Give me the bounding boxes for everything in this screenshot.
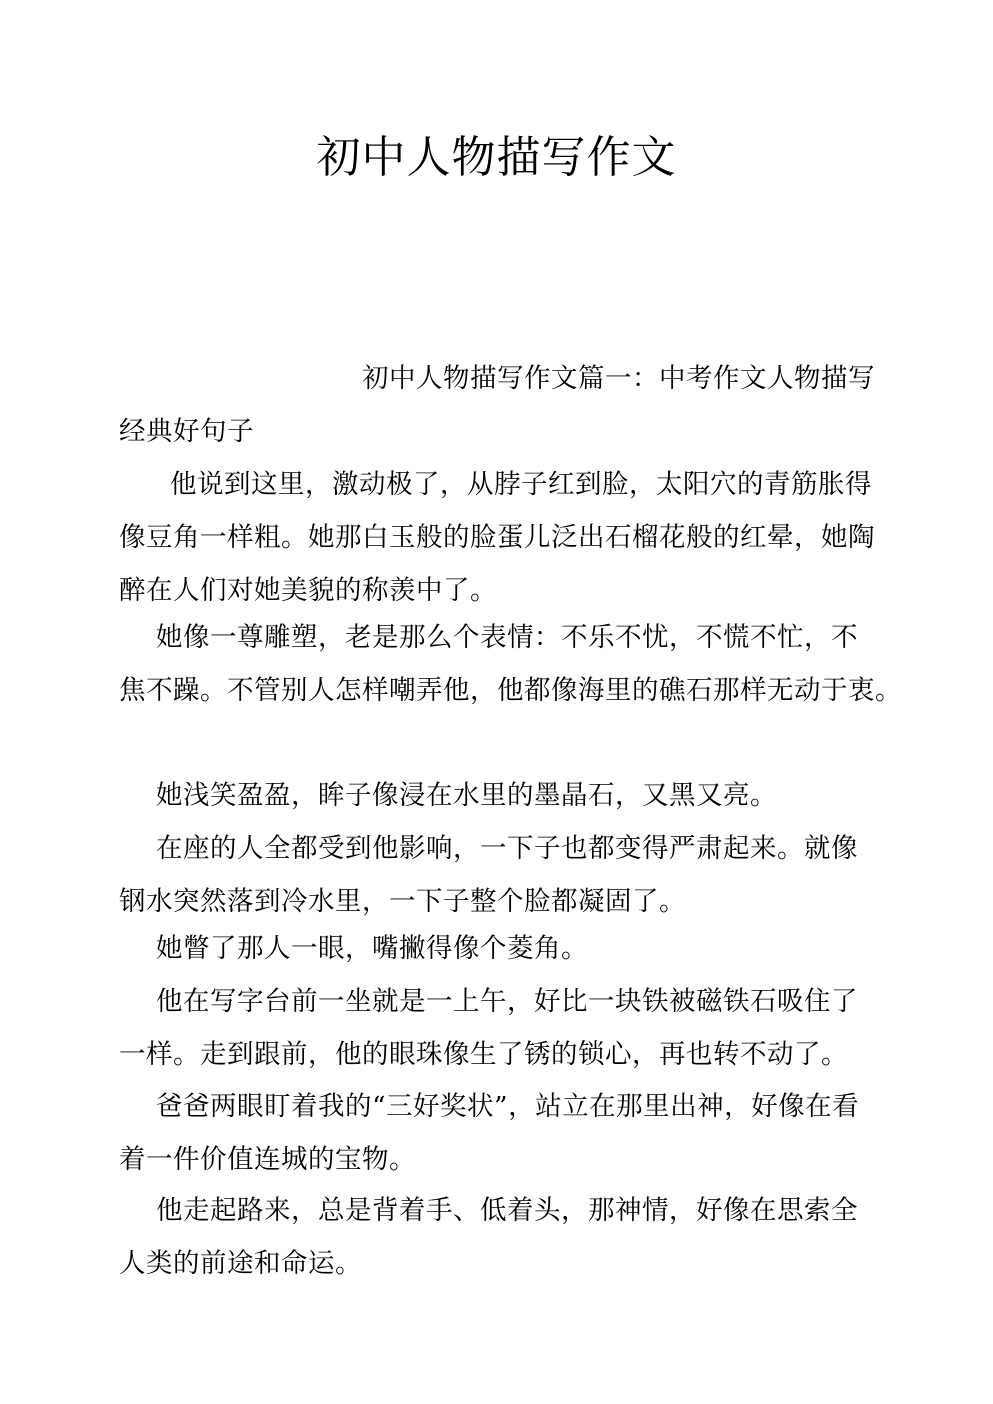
paragraph-7	[119, 1080, 889, 1186]
paragraph-line: 爸爸两眼盯着我的“三好奖状”，站立在那里出神，好像在看	[156, 1091, 860, 1122]
document-title: 初中人物描写作文	[316, 132, 677, 183]
document-body	[119, 352, 889, 458]
paragraph-line: 像豆角一样粗。她那白玉般的脸蛋儿泛出石榴花般的红晕，她陶	[119, 522, 875, 553]
paragraph-1	[119, 458, 889, 617]
paragraph-3	[119, 769, 889, 822]
subtitle-line-1: 初中人物描写作文篇一：中考作文人物描写	[362, 363, 875, 394]
subtitle-line-2: 经典好句子	[119, 416, 254, 447]
paragraph-8	[119, 1184, 889, 1290]
paragraph-line: 醉在人们对她美貌的称羡中了。	[119, 575, 497, 606]
paragraph-line: 她浅笑盈盈，眸子像浸在水里的墨晶石，又黑又亮。	[156, 780, 777, 811]
paragraph-line: 着一件价值连城的宝物。	[119, 1144, 416, 1175]
paragraph-6	[119, 975, 889, 1081]
paragraph-line: 她像一尊雕塑，老是那么个表情：不乐不忧，不慌不忙，不	[156, 622, 858, 653]
paragraph-5	[119, 922, 889, 975]
paragraph-line: 她瞥了那人一眼，嘴撇得像个菱角。	[156, 933, 588, 964]
paragraph-line: 他在写字台前一坐就是一上午，好比一块铁被磁铁石吸住了	[156, 986, 858, 1017]
paragraph-line: 人类的前途和命运。	[119, 1248, 362, 1279]
paragraph-line: 焦不躁。不管别人怎样嘲弄他，他都像海里的礁石那样无动于衷。	[119, 675, 902, 706]
paragraph-line: 他走起路来，总是背着手、低着头，那神情，好像在思索全	[156, 1195, 858, 1226]
paragraph-line: 他说到这里，激动极了，从脖子红到脸，太阳穴的青筋胀得	[170, 469, 872, 500]
paragraph-line: 钢水突然落到冷水里，一下子整个脸都凝固了。	[119, 886, 686, 917]
paragraph-line: 一样。走到跟前，他的眼珠像生了锈的锁心，再也转不动了。	[119, 1039, 848, 1070]
paragraph-2	[119, 611, 902, 717]
paragraph-4	[119, 822, 889, 928]
paragraph-line: 在座的人全都受到他影响，一下子也都变得严肃起来。就像	[156, 833, 858, 864]
